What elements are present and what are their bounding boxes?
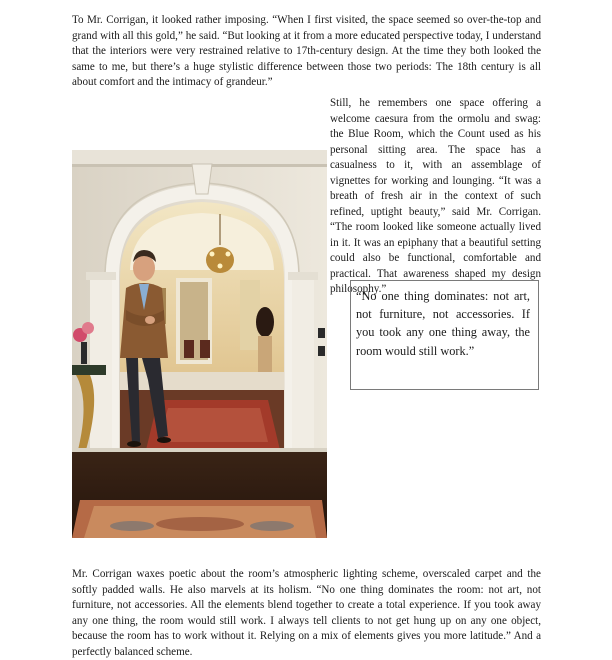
article-paragraph-2-text: Still, he remembers one space offering a welcome caesura from the ormolu and swag: the Blue Room, which the Count used as his personal sitting area. The space has a casualness to it, with an assemblage of vignettes for working and lounging. “It was a breath of fresh air in the context of such refined, uptight beauty,” said Mr. Corrigan. “The room looked like someone actually lived in it. It was an epiphany that a beautiful setting could also be functional, comfortable and practical. That awareness shaped my design philosophy.” [330,97,541,295]
archway-photo-illustration [72,150,327,538]
article-photo-archway-portrait [72,150,327,538]
article-paragraph-1: To Mr. Corrigan, it looked rather imposing. “When I first visited, the space seemed so over-the-top and grand with all this gold,” he said. “But looking at it from a more educated perspective today, I understand that the interiors were very restrained relative to 17th-century design. At the time they both looked the same to me, but there’s a huge stylistic difference between those two periods: The 18th century is all about comfort and the intimacy of grandeur.” [72,14,541,88]
article-paragraph-3: Mr. Corrigan waxes poetic about the room’s atmospheric lighting scheme, overscaled carpet and the softly padded walls. He also marvels at its holism. “No one thing dominates the room: not art, not furniture, not accessories. All the elements blend together to create a total experience. If you took away any one thing, the room would still work. I always tell clients to not get hung up on any one object, because the room has to work without it. Relying on a mix of elements gives you more latitude.” And a perfectly balanced scheme. [72,568,541,658]
pull-quote-box [350,280,539,390]
pull-quote-text: “No one thing dominates: not art, not furniture, not accessories. If you took any one thing away, the room would still work.” [356,289,530,358]
